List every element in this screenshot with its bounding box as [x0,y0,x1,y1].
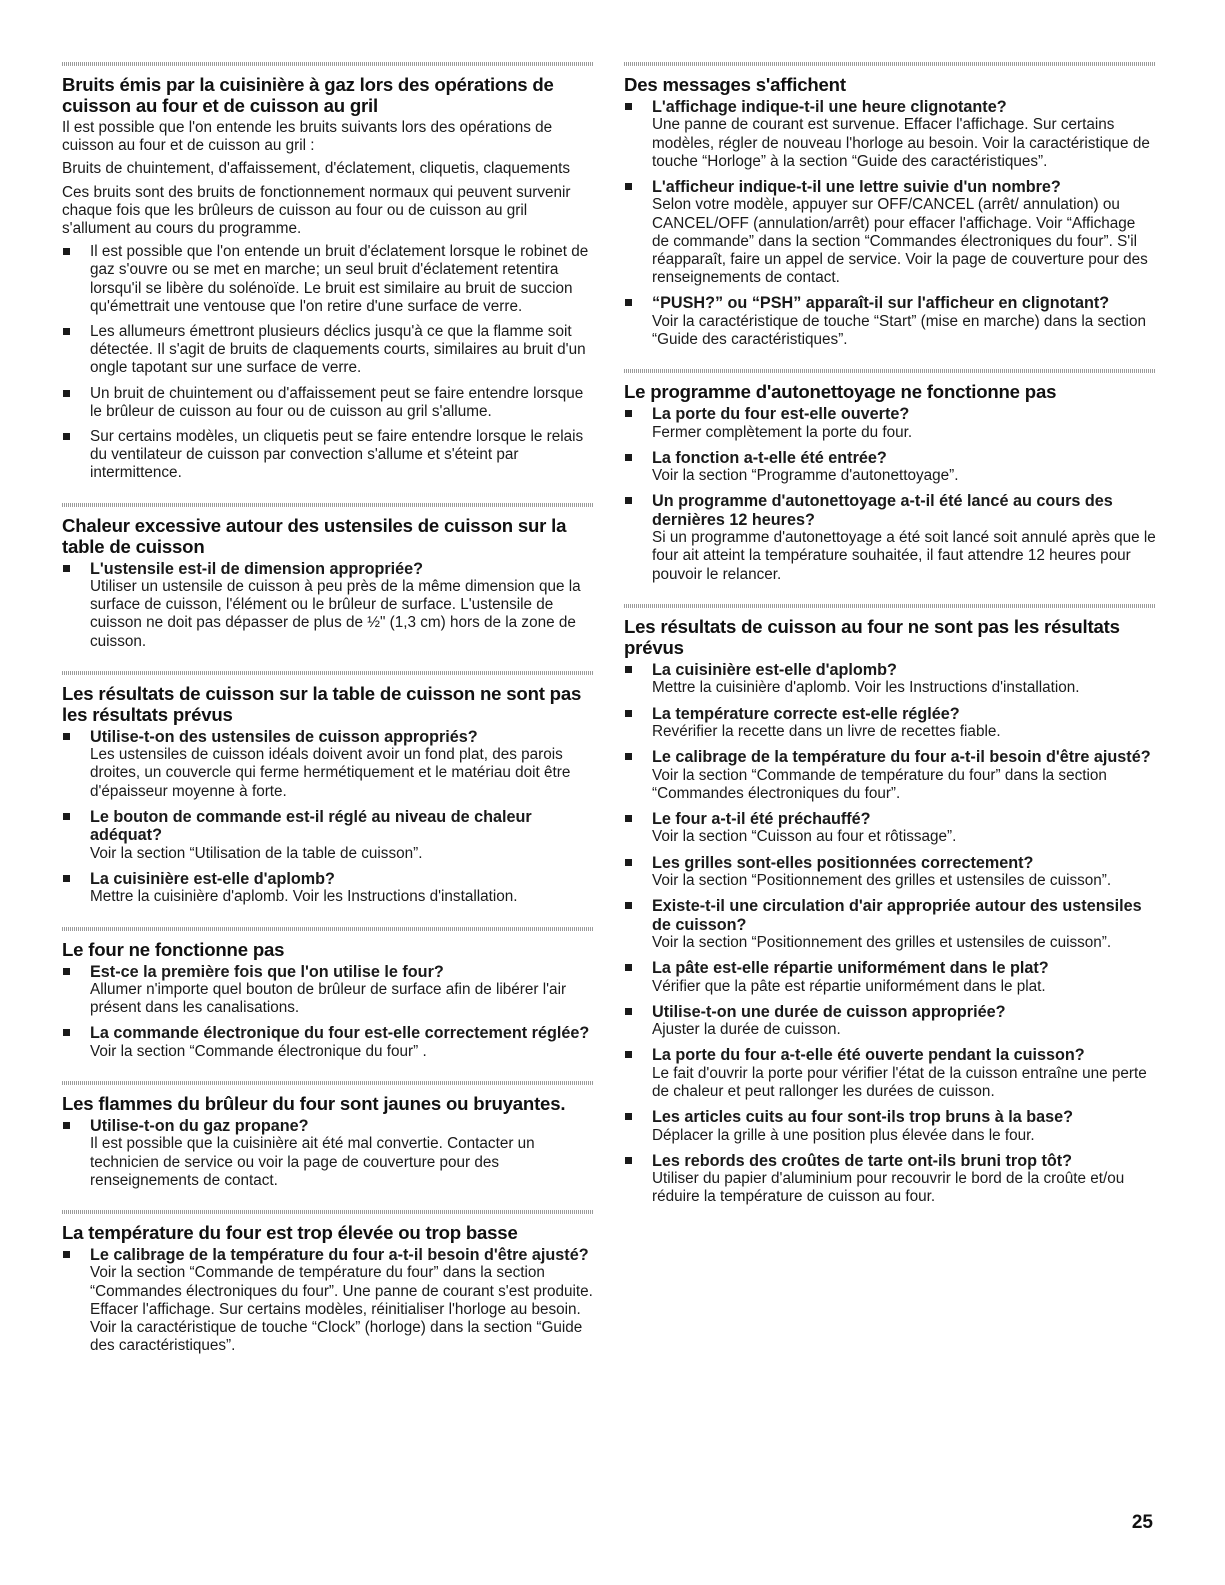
item-question: La porte du four est-elle ouverte? [652,405,910,424]
item-question: Les rebords des croûtes de tarte ont-ils bruni trop tôt? [652,1151,1073,1170]
item-answer: Utiliser du papier d'aluminium pour recouvrir le bord de la croûte et/ou réduire la température de cuisson au four. [652,1170,1125,1206]
item-question: L'affichage indique-t-il une heure clignotante? [652,98,1007,116]
square-bullet-icon [63,248,70,255]
item-question: La température correcte est-elle réglée? [652,704,960,723]
list-item [62,808,594,863]
section-title: Chaleur excessive autour des ustensiles de cuisson sur la table de cuisson [62,514,567,557]
item-answer: Voir la section “Commande de température du four” dans la section “Commandes électroniques du four”. Une panne de courant s'est produite. Effacer l'affichage. Sur certains modèles, réinitialiser l'horloge au besoin. Voir la caractéristique de touche “Clock” (horloge) dans la section “Guide des caractéristiques”. [90,1264,593,1355]
list-item [624,897,1156,952]
item-question: La pâte est-elle répartie uniformément dans le plat? [652,959,1049,978]
section-chaleur-excessive-autour-des-ustensiles- [62,503,594,651]
item-answer: Utiliser un ustensile de cuisson à peu près de la même dimension que la surface de cuisson, l'élément ou le brûleur de surface. L'ustensile de cuisson ne doit pas dépasser de plus de ½" (1,3 cm) hors de la zone de cuisson. [90,578,581,650]
item-question: Existe-t-il une circulation d'air appropriée autour des ustensiles de cuisson? [652,897,1142,934]
item-list [62,963,594,1061]
square-bullet-icon [63,390,70,397]
item-question: Utilise-t-on du gaz propane? [90,1116,309,1135]
item-answer: Fermer complètement la porte du four. [652,423,913,441]
item-answer: Voir la section “Commande de température du four” dans la section “Commandes électroniques du four”. [652,766,1107,802]
section-les-resultats-de-cuisson-au-four-ne-sont [624,604,1156,1207]
item-question: Utilise-t-on des ustensiles de cuisson appropriés? [90,727,478,746]
item-list [62,1246,594,1355]
list-item [624,854,1156,891]
item-answer: Voir la section “Commande électronique du four” . [90,1042,427,1060]
item-question: “PUSH?” ou “PSH” apparaît-il sur l'afficheur en clignotant? [652,294,1110,313]
list-item [624,661,1156,698]
square-bullet-icon [625,1113,632,1120]
list-item [62,870,594,907]
item-answer: Les ustensiles de cuisson idéals doivent avoir un fond plat, des parois droites, un couvercle qui ferme hermétiquement et le matériau doit être d'épaisseur moyenne à forte. [90,746,571,800]
item-text: Les allumeurs émettront plusieurs déclics jusqu'à ce que la flamme soit détectée. Il s'agit de bruits de claquements courts, similaires au bruit d'un ongle tapotant sur une surface de verre. [90,323,586,377]
section-les-resultats-de-cuisson-sur-la-table-de [62,671,594,907]
item-answer: Allumer n'importe quel bouton de brûleur de surface afin de libérer l'air présent dans les canalisations. [90,980,567,1017]
item-answer: Voir la section “Positionnement des grilles et ustensiles de cuisson”. [652,933,1112,951]
square-bullet-icon [625,410,632,417]
item-answer: Ajuster la durée de cuisson. [652,1021,841,1039]
list-item [624,1108,1156,1145]
item-question: La fonction a-t-elle été entrée? [652,448,887,467]
section-paragraph: Bruits de chuintement, d'affaissement, d'éclatement, cliquetis, claquements [62,160,571,178]
square-bullet-icon [63,968,70,975]
section-title: Des messages s'affichent [624,74,846,95]
item-question: Le calibrage de la température du four a-t-il besoin d'être ajusté? [90,1245,589,1264]
list-item [624,492,1156,583]
section-divider [62,62,594,66]
left-column [62,62,594,1362]
item-question: La cuisinière est-elle d'aplomb? [90,869,335,888]
list-item [62,323,594,378]
square-bullet-icon [625,964,632,971]
item-answer: Il est possible que la cuisinière ait été mal convertie. Contacter un technicien de service ou voir la page de couverture pour des renseignements de contact. [90,1135,535,1189]
list-item [62,1117,594,1190]
section-bruits-emis-par-la-cuisiniere-a-gaz-lors [62,62,594,483]
item-text: Sur certains modèles, un cliquetis peut se faire entendre lorsque le relais du ventilateur de cuisson par convection s'allume et s'éteint par intermittence. [90,428,584,482]
section-divider [62,927,594,931]
list-item [624,1046,1156,1101]
list-item [62,728,594,801]
item-list [62,1117,594,1190]
item-answer: Voir la section “Utilisation de la table de cuisson”. [90,844,423,862]
item-answer: Vérifier que la pâte est répartie uniformément dans le plat. [652,977,1046,995]
section-divider [62,1210,594,1214]
section-divider [62,671,594,675]
section-title: La température du four est trop élevée ou trop basse [62,1221,518,1243]
item-answer: Si un programme d'autonettoyage a été soit lancé soit annulé après que le four ait atteint la température souhaitée, il faut attendre 12 heures pour pouvoir le relancer. [652,529,1156,583]
section-le-four-ne-fonctionne-pas [62,927,594,1061]
square-bullet-icon [63,1251,70,1258]
section-des-messages-s-affichent [624,62,1156,349]
section-divider [62,503,594,507]
list-item [624,449,1156,486]
item-list [624,405,1156,584]
square-bullet-icon [63,733,70,740]
section-title: Le four ne fonctionne pas [62,938,285,960]
item-answer: Revérifier la recette dans un livre de recettes fiable. [652,722,1001,740]
item-list [62,728,594,907]
right-column [624,62,1156,1214]
section-paragraph: Il est possible que l'on entende les bruits suivants lors des opérations de cuisson au four et de cuisson au gril : [62,119,553,155]
item-list [62,243,594,482]
list-item [624,98,1156,171]
square-bullet-icon [625,753,632,760]
list-item [624,705,1156,742]
square-bullet-icon [625,815,632,822]
item-list [624,661,1156,1207]
list-item [624,959,1156,996]
item-question: Le bouton de commande est-il réglé au niveau de chaleur adéquat? [90,807,532,845]
section-title: Bruits émis par la cuisinière à gaz lors des opérations de cuisson au four et de cuisson au gril [62,74,554,116]
list-item [624,178,1156,287]
square-bullet-icon [625,1157,632,1164]
item-list [62,560,594,651]
section-paragraph: Ces bruits sont des bruits de fonctionnement normaux qui peuvent survenir chaque fois que les brûleurs de cuisson au four ou de cuisson au gril s'allument au cours du programme. [62,183,571,238]
item-answer: Voir la section “Cuisson au four et rôtissage”. [652,828,957,846]
square-bullet-icon [625,183,632,190]
list-item [62,963,594,1018]
item-list [624,98,1156,349]
list-item [624,294,1156,349]
item-answer: Voir la section “Programme d'autonettoyage”. [652,467,959,485]
section-la-temperature-du-four-est-trop-elevee-o [62,1210,594,1355]
item-answer: Mettre la cuisinière d'aplomb. Voir les Instructions d'installation. [652,679,1080,697]
item-answer: Selon votre modèle, appuyer sur OFF/CANCEL (arrêt/ annulation) ou CANCEL/OFF (annulation/arrêt) pour effacer l'affichage. Voir “Affichage de commande” dans la section “Commandes électroniques du four”. S'il réapparaît, faire un appel de service. Voir la page de couverture pour des renseignements de contact. [652,196,1148,287]
item-answer: Voir la section “Positionnement des grilles et ustensiles de cuisson”. [652,871,1112,889]
list-item [62,1246,594,1355]
square-bullet-icon [63,565,70,572]
item-question: L'afficheur indique-t-il une lettre suivie d'un nombre? [652,178,1061,197]
section-divider [624,604,1156,608]
item-question: Les articles cuits au four sont-ils trop bruns à la base? [652,1108,1073,1127]
item-question: La commande électronique du four est-elle correctement réglée? [90,1024,590,1043]
section-title: Les résultats de cuisson au four ne sont pas les résultats prévus [624,615,1120,658]
list-item [62,243,594,316]
square-bullet-icon [63,328,70,335]
item-question: Est-ce la première fois que l'on utilise le four? [90,962,444,981]
page-number: 25 [1131,1512,1153,1533]
list-item [62,385,594,421]
square-bullet-icon [63,1029,70,1036]
section-divider [624,62,1156,66]
square-bullet-icon [63,813,70,820]
item-question: Utilise-t-on une durée de cuisson appropriée? [652,1002,1006,1021]
list-item [624,748,1156,803]
square-bullet-icon [625,497,632,504]
section-divider [624,369,1156,373]
item-question: La cuisinière est-elle d'aplomb? [652,660,897,679]
square-bullet-icon [625,1051,632,1058]
item-question: L'ustensile est-il de dimension appropriée? [90,559,424,578]
item-answer: Le fait d'ouvrir la porte pour vérifier l'état de la cuisson entraîne une perte de chaleur et peut rallonger les durées de cuisson. [652,1064,1147,1100]
list-item [624,405,1156,442]
section-title: Le programme d'autonettoyage ne fonctionne pas [624,381,1057,403]
section-les-flammes-du-bruleur-du-four-sont-jaun [62,1081,594,1190]
item-answer: Une panne de courant est survenue. Effacer l'affichage. Sur certains modèles, régler de nouveau l'horloge au besoin. Voir la caractéristique de touche “Horloge” à la section “Guide des caractéristiques”. [652,116,1150,170]
item-question: Un programme d'autonettoyage a-t-il été lancé au cours des dernières 12 heures? [652,492,1113,529]
square-bullet-icon [625,902,632,909]
list-item [624,810,1156,847]
item-question: La porte du four a-t-elle été ouverte pendant la cuisson? [652,1046,1085,1065]
list-item [62,560,594,651]
item-answer: Voir la caractéristique de touche “Start” (mise en marche) dans la section “Guide des caractéristiques”. [652,312,1146,349]
item-answer: Déplacer la grille à une position plus élevée dans le four. [652,1126,1035,1144]
item-question: Le calibrage de la température du four a-t-il besoin d'être ajusté? [652,748,1151,767]
list-item [62,1024,594,1061]
item-question: Les grilles sont-elles positionnées correctement? [652,853,1034,872]
section-title: Les résultats de cuisson sur la table de cuisson ne sont pas les résultats prévus [62,682,582,725]
section-title: Les flammes du brûleur du four sont jaunes ou bruyantes. [62,1092,566,1114]
section-divider [62,1081,594,1085]
item-answer: Mettre la cuisinière d'aplomb. Voir les Instructions d'installation. [90,888,518,906]
square-bullet-icon [625,710,632,717]
item-question: Le four a-t-il été préchauffé? [652,809,871,828]
square-bullet-icon [625,299,632,306]
list-item [62,428,594,483]
square-bullet-icon [63,875,70,882]
list-item [624,1152,1156,1207]
square-bullet-icon [625,103,632,110]
square-bullet-icon [625,1008,632,1015]
item-text: Un bruit de chuintement ou d'affaissement peut se faire entendre lorsque le brûleur de cuisson au four ou de cuisson au gril s'allume. [90,384,584,420]
list-item [624,1003,1156,1040]
square-bullet-icon [625,454,632,461]
section-le-programme-d-autonettoyage-ne-fonction [624,369,1156,584]
square-bullet-icon [625,666,632,673]
item-text: Il est possible que l'on entende un bruit d'éclatement lorsque le robinet de gaz s'ouvre ou se met en marche; un seul bruit d'éclatement retentira lorsqu'il se libère du solénoïde. Le bruit est similaire au bruit de succion qu'émettrait une ventouse que l'on retire d'une surface de verre. [90,243,589,315]
square-bullet-icon [63,1122,70,1129]
square-bullet-icon [625,859,632,866]
square-bullet-icon [63,433,70,440]
